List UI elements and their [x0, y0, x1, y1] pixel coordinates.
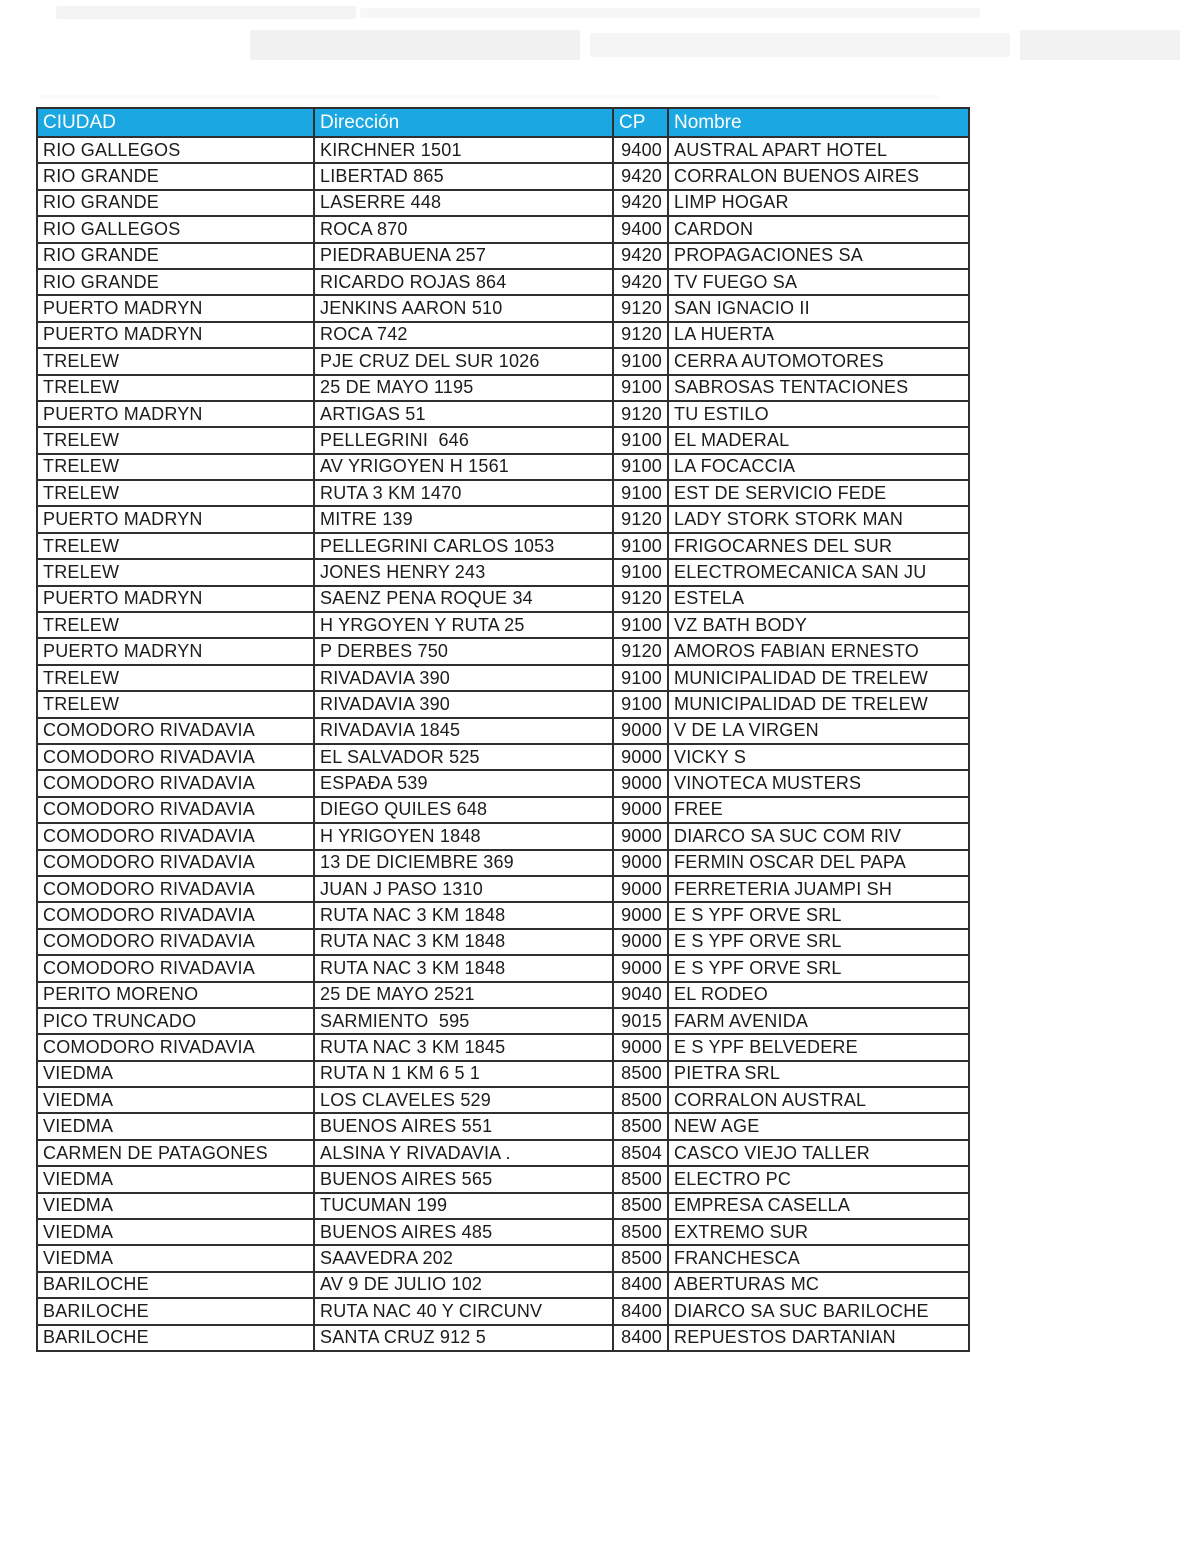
table-row	[37, 243, 969, 269]
cell-nombre: PIETRA SRL	[668, 1061, 969, 1087]
cell-direccion: TUCUMAN 199	[314, 1193, 613, 1219]
cell-direccion: SARMIENTO 595	[314, 1008, 613, 1034]
cell-cp: 9000	[613, 797, 668, 823]
table-row	[37, 137, 969, 163]
table-row	[37, 1061, 969, 1087]
cell-direccion: 25 DE MAYO 2521	[314, 982, 613, 1008]
cell-nombre: FERRETERIA JUAMPI SH	[668, 876, 969, 902]
table-row	[37, 1034, 969, 1060]
cell-cp: 9100	[613, 454, 668, 480]
cell-nombre: DIARCO SA SUC BARILOCHE	[668, 1298, 969, 1324]
table-row	[37, 1325, 969, 1351]
cell-cp: 8500	[613, 1087, 668, 1113]
cell-direccion: PELLEGRINI CARLOS 1053	[314, 533, 613, 559]
cell-cp: 9120	[613, 401, 668, 427]
cell-direccion: RIVADAVIA 1845	[314, 718, 613, 744]
cell-cp: 8500	[613, 1113, 668, 1139]
faint-watermark	[1020, 30, 1180, 60]
cell-ciudad: PUERTO MADRYN	[37, 322, 314, 348]
cell-direccion: PELLEGRINI 646	[314, 427, 613, 453]
cell-ciudad: COMODORO RIVADAVIA	[37, 929, 314, 955]
cell-ciudad: TRELEW	[37, 691, 314, 717]
cell-ciudad: PICO TRUNCADO	[37, 1008, 314, 1034]
cell-direccion: JENKINS AARON 510	[314, 295, 613, 321]
cell-direccion: SAENZ PENA ROQUE 34	[314, 586, 613, 612]
cell-nombre: CASCO VIEJO TALLER	[668, 1140, 969, 1166]
cell-nombre: CARDON	[668, 216, 969, 242]
cell-ciudad: PUERTO MADRYN	[37, 401, 314, 427]
faint-watermark	[360, 8, 980, 18]
table-row	[37, 718, 969, 744]
cell-ciudad: TRELEW	[37, 533, 314, 559]
cell-ciudad: VIEDMA	[37, 1113, 314, 1139]
cell-ciudad: TRELEW	[37, 665, 314, 691]
table-row	[37, 770, 969, 796]
cell-ciudad: PUERTO MADRYN	[37, 586, 314, 612]
cell-nombre: ELECTROMECANICA SAN JU	[668, 559, 969, 585]
table-row	[37, 691, 969, 717]
cell-ciudad: VIEDMA	[37, 1245, 314, 1271]
table-row	[37, 1166, 969, 1192]
cell-ciudad: RIO GRANDE	[37, 269, 314, 295]
cell-cp: 9400	[613, 216, 668, 242]
table-row	[37, 823, 969, 849]
cell-ciudad: BARILOCHE	[37, 1272, 314, 1298]
cell-direccion: AV 9 DE JULIO 102	[314, 1272, 613, 1298]
cell-ciudad: COMODORO RIVADAVIA	[37, 876, 314, 902]
cell-nombre: FRIGOCARNES DEL SUR	[668, 533, 969, 559]
cell-ciudad: COMODORO RIVADAVIA	[37, 1034, 314, 1060]
cell-direccion: H YRIGOYEN 1848	[314, 823, 613, 849]
table-row	[37, 797, 969, 823]
cell-ciudad: TRELEW	[37, 427, 314, 453]
faint-watermark	[56, 6, 356, 19]
cell-ciudad: RIO GALLEGOS	[37, 137, 314, 163]
faint-watermark	[590, 33, 1010, 57]
cell-nombre: FERMIN OSCAR DEL PAPA	[668, 850, 969, 876]
cell-direccion: JUAN J PASO 1310	[314, 876, 613, 902]
cell-direccion: ROCA 742	[314, 322, 613, 348]
cell-ciudad: PUERTO MADRYN	[37, 506, 314, 532]
cell-nombre: NEW AGE	[668, 1113, 969, 1139]
cell-nombre: ELECTRO PC	[668, 1166, 969, 1192]
cell-cp: 9000	[613, 850, 668, 876]
cell-direccion: RICARDO ROJAS 864	[314, 269, 613, 295]
cell-cp: 9420	[613, 163, 668, 189]
cell-nombre: SAN IGNACIO II	[668, 295, 969, 321]
address-table	[36, 107, 970, 1352]
table-header	[37, 108, 969, 137]
cell-direccion: P DERBES 750	[314, 638, 613, 664]
cell-cp: 9120	[613, 322, 668, 348]
table-row	[37, 269, 969, 295]
cell-nombre: CERRA AUTOMOTORES	[668, 348, 969, 374]
cell-cp: 8500	[613, 1245, 668, 1271]
cell-ciudad: VIEDMA	[37, 1087, 314, 1113]
cell-nombre: AUSTRAL APART HOTEL	[668, 137, 969, 163]
cell-cp: 8500	[613, 1193, 668, 1219]
cell-nombre: EL RODEO	[668, 982, 969, 1008]
cell-cp: 9000	[613, 744, 668, 770]
cell-cp: 9420	[613, 269, 668, 295]
table-row	[37, 982, 969, 1008]
cell-cp: 9420	[613, 190, 668, 216]
table-row	[37, 190, 969, 216]
cell-direccion: RUTA NAC 3 KM 1848	[314, 929, 613, 955]
cell-cp: 8400	[613, 1298, 668, 1324]
cell-direccion: BUENOS AIRES 565	[314, 1166, 613, 1192]
cell-cp: 9100	[613, 533, 668, 559]
table-row	[37, 744, 969, 770]
cell-ciudad: VIEDMA	[37, 1061, 314, 1087]
cell-cp: 9000	[613, 955, 668, 981]
cell-nombre: LA FOCACCIA	[668, 454, 969, 480]
cell-nombre: LADY STORK STORK MAN	[668, 506, 969, 532]
cell-ciudad: RIO GRANDE	[37, 163, 314, 189]
table-row	[37, 1008, 969, 1034]
table-row	[37, 1087, 969, 1113]
cell-nombre: PROPAGACIONES SA	[668, 243, 969, 269]
table-row	[37, 850, 969, 876]
cell-ciudad: VIEDMA	[37, 1193, 314, 1219]
cell-cp: 8500	[613, 1061, 668, 1087]
cell-direccion: ROCA 870	[314, 216, 613, 242]
cell-nombre: ESTELA	[668, 586, 969, 612]
table-row	[37, 375, 969, 401]
cell-nombre: E S YPF ORVE SRL	[668, 955, 969, 981]
cell-direccion: PIEDRABUENA 257	[314, 243, 613, 269]
cell-direccion: PJE CRUZ DEL SUR 1026	[314, 348, 613, 374]
cell-nombre: V DE LA VIRGEN	[668, 718, 969, 744]
cell-nombre: E S YPF BELVEDERE	[668, 1034, 969, 1060]
cell-nombre: AMOROS FABIAN ERNESTO	[668, 638, 969, 664]
cell-ciudad: RIO GRANDE	[37, 190, 314, 216]
cell-cp: 8400	[613, 1325, 668, 1351]
cell-direccion: 13 DE DICIEMBRE 369	[314, 850, 613, 876]
cell-direccion: RIVADAVIA 390	[314, 665, 613, 691]
cell-nombre: EXTREMO SUR	[668, 1219, 969, 1245]
cell-direccion: RUTA 3 KM 1470	[314, 480, 613, 506]
cell-cp: 9100	[613, 612, 668, 638]
cell-nombre: TU ESTILO	[668, 401, 969, 427]
table-row	[37, 1298, 969, 1324]
cell-cp: 9100	[613, 348, 668, 374]
cell-ciudad: COMODORO RIVADAVIA	[37, 797, 314, 823]
table-row	[37, 480, 969, 506]
faint-watermark	[250, 30, 580, 60]
cell-direccion: SAAVEDRA 202	[314, 1245, 613, 1271]
cell-direccion: LASERRE 448	[314, 190, 613, 216]
cell-cp: 9120	[613, 638, 668, 664]
cell-ciudad: BARILOCHE	[37, 1325, 314, 1351]
cell-cp: 9100	[613, 375, 668, 401]
cell-nombre: E S YPF ORVE SRL	[668, 902, 969, 928]
cell-nombre: FREE	[668, 797, 969, 823]
cell-ciudad: COMODORO RIVADAVIA	[37, 744, 314, 770]
cell-ciudad: TRELEW	[37, 612, 314, 638]
cell-nombre: MUNICIPALIDAD DE TRELEW	[668, 691, 969, 717]
cell-direccion: DIEGO QUILES 648	[314, 797, 613, 823]
cell-cp: 8500	[613, 1219, 668, 1245]
table-row	[37, 401, 969, 427]
cell-nombre: VZ BATH BODY	[668, 612, 969, 638]
table-row	[37, 638, 969, 664]
cell-direccion: H YRGOYEN Y RUTA 25	[314, 612, 613, 638]
cell-ciudad: PERITO MORENO	[37, 982, 314, 1008]
cell-direccion: LOS CLAVELES 529	[314, 1087, 613, 1113]
cell-nombre: FARM AVENIDA	[668, 1008, 969, 1034]
table-row	[37, 506, 969, 532]
cell-cp: 9100	[613, 691, 668, 717]
cell-direccion: 25 DE MAYO 1195	[314, 375, 613, 401]
cell-direccion: RUTA NAC 40 Y CIRCUNV	[314, 1298, 613, 1324]
cell-cp: 9000	[613, 876, 668, 902]
cell-ciudad: PUERTO MADRYN	[37, 295, 314, 321]
cell-nombre: VINOTECA MUSTERS	[668, 770, 969, 796]
cell-ciudad: COMODORO RIVADAVIA	[37, 955, 314, 981]
cell-cp: 9015	[613, 1008, 668, 1034]
table-row	[37, 876, 969, 902]
cell-ciudad: PUERTO MADRYN	[37, 638, 314, 664]
cell-ciudad: VIEDMA	[37, 1219, 314, 1245]
cell-ciudad: COMODORO RIVADAVIA	[37, 823, 314, 849]
cell-ciudad: COMODORO RIVADAVIA	[37, 718, 314, 744]
cell-nombre: LIMP HOGAR	[668, 190, 969, 216]
cell-cp: 9000	[613, 929, 668, 955]
cell-cp: 9000	[613, 823, 668, 849]
cell-nombre: REPUESTOS DARTANIAN	[668, 1325, 969, 1351]
cell-nombre: ABERTURAS MC	[668, 1272, 969, 1298]
cell-direccion: RIVADAVIA 390	[314, 691, 613, 717]
cell-nombre: EL MADERAL	[668, 427, 969, 453]
header-row	[37, 108, 969, 137]
table-row	[37, 322, 969, 348]
cell-direccion: RUTA N 1 KM 6 5 1	[314, 1061, 613, 1087]
cell-cp: 9100	[613, 480, 668, 506]
cell-direccion: BUENOS AIRES 551	[314, 1113, 613, 1139]
cell-nombre: E S YPF ORVE SRL	[668, 929, 969, 955]
cell-cp: 9000	[613, 1034, 668, 1060]
cell-ciudad: TRELEW	[37, 559, 314, 585]
cell-direccion: ALSINA Y RIVADAVIA .	[314, 1140, 613, 1166]
faint-watermark	[40, 95, 940, 99]
cell-nombre: TV FUEGO SA	[668, 269, 969, 295]
table-row	[37, 1272, 969, 1298]
cell-nombre: LA HUERTA	[668, 322, 969, 348]
table-row	[37, 427, 969, 453]
cell-nombre: EMPRESA CASELLA	[668, 1193, 969, 1219]
cell-direccion: RUTA NAC 3 KM 1848	[314, 955, 613, 981]
table-row	[37, 1113, 969, 1139]
cell-cp: 9100	[613, 427, 668, 453]
cell-nombre: EST DE SERVICIO FEDE	[668, 480, 969, 506]
cell-cp: 9040	[613, 982, 668, 1008]
cell-direccion: JONES HENRY 243	[314, 559, 613, 585]
cell-nombre: MUNICIPALIDAD DE TRELEW	[668, 665, 969, 691]
column-header-nombre: Nombre	[668, 108, 969, 137]
table-row	[37, 559, 969, 585]
table-row	[37, 665, 969, 691]
cell-direccion: ESPAÐA 539	[314, 770, 613, 796]
cell-ciudad: COMODORO RIVADAVIA	[37, 902, 314, 928]
cell-direccion: MITRE 139	[314, 506, 613, 532]
table-row	[37, 612, 969, 638]
table-body	[37, 137, 969, 1351]
cell-direccion: KIRCHNER 1501	[314, 137, 613, 163]
cell-cp: 9120	[613, 586, 668, 612]
table-row	[37, 295, 969, 321]
cell-direccion: AV YRIGOYEN H 1561	[314, 454, 613, 480]
cell-nombre: CORRALON AUSTRAL	[668, 1087, 969, 1113]
cell-cp: 9120	[613, 295, 668, 321]
table-row	[37, 929, 969, 955]
cell-direccion: RUTA NAC 3 KM 1848	[314, 902, 613, 928]
cell-cp: 9100	[613, 559, 668, 585]
cell-ciudad: RIO GALLEGOS	[37, 216, 314, 242]
cell-cp: 9000	[613, 902, 668, 928]
cell-cp: 9100	[613, 665, 668, 691]
table-row	[37, 955, 969, 981]
cell-ciudad: COMODORO RIVADAVIA	[37, 770, 314, 796]
cell-ciudad: COMODORO RIVADAVIA	[37, 850, 314, 876]
cell-direccion: EL SALVADOR 525	[314, 744, 613, 770]
table-row	[37, 163, 969, 189]
table-row	[37, 1193, 969, 1219]
cell-cp: 8500	[613, 1166, 668, 1192]
cell-cp: 9400	[613, 137, 668, 163]
cell-ciudad: RIO GRANDE	[37, 243, 314, 269]
cell-ciudad: VIEDMA	[37, 1166, 314, 1192]
table-row	[37, 902, 969, 928]
cell-direccion: RUTA NAC 3 KM 1845	[314, 1034, 613, 1060]
table-row	[37, 533, 969, 559]
cell-ciudad: BARILOCHE	[37, 1298, 314, 1324]
cell-cp: 9000	[613, 718, 668, 744]
cell-cp: 8504	[613, 1140, 668, 1166]
cell-cp: 9420	[613, 243, 668, 269]
cell-direccion: ARTIGAS 51	[314, 401, 613, 427]
cell-nombre: FRANCHESCA	[668, 1245, 969, 1271]
cell-direccion: BUENOS AIRES 485	[314, 1219, 613, 1245]
cell-nombre: DIARCO SA SUC COM RIV	[668, 823, 969, 849]
cell-direccion: SANTA CRUZ 912 5	[314, 1325, 613, 1351]
cell-ciudad: CARMEN DE PATAGONES	[37, 1140, 314, 1166]
cell-cp: 9000	[613, 770, 668, 796]
cell-ciudad: TRELEW	[37, 454, 314, 480]
column-header-cp: CP	[613, 108, 668, 137]
table-row	[37, 216, 969, 242]
table-row	[37, 348, 969, 374]
cell-cp: 9120	[613, 506, 668, 532]
column-header-direccion: Dirección	[314, 108, 613, 137]
cell-ciudad: TRELEW	[37, 348, 314, 374]
table-row	[37, 1245, 969, 1271]
cell-ciudad: TRELEW	[37, 375, 314, 401]
cell-ciudad: TRELEW	[37, 480, 314, 506]
cell-nombre: VICKY S	[668, 744, 969, 770]
cell-direccion: LIBERTAD 865	[314, 163, 613, 189]
table-row	[37, 586, 969, 612]
table-row	[37, 454, 969, 480]
cell-nombre: CORRALON BUENOS AIRES	[668, 163, 969, 189]
table-row	[37, 1140, 969, 1166]
column-header-ciudad: CIUDAD	[37, 108, 314, 137]
cell-cp: 8400	[613, 1272, 668, 1298]
table-row	[37, 1219, 969, 1245]
cell-nombre: SABROSAS TENTACIONES	[668, 375, 969, 401]
